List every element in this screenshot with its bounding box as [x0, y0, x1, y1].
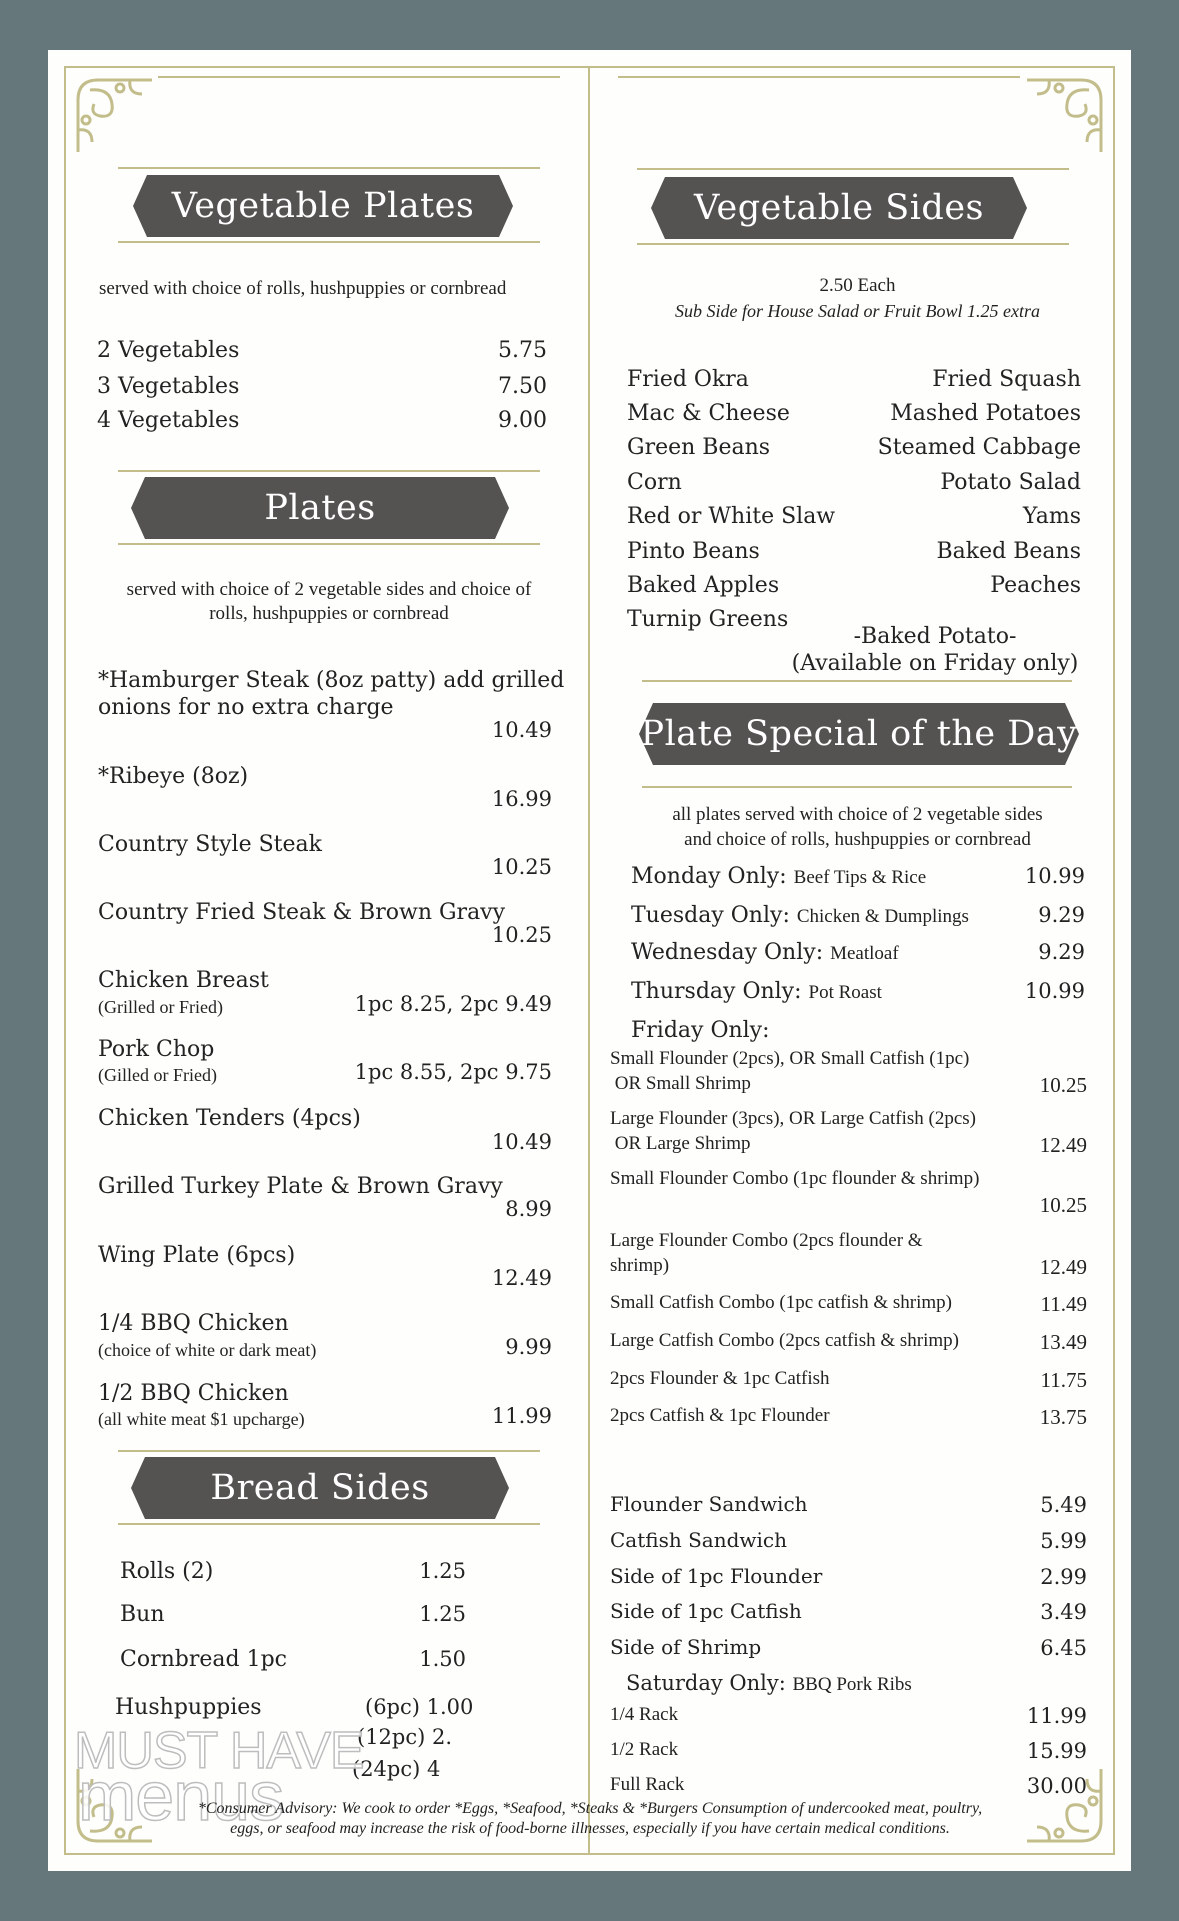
item-name: 2pcs Catfish & 1pc Flounder — [610, 1405, 830, 1426]
item-price: 12.49 — [1039, 1255, 1087, 1279]
item-name: Flounder Sandwich — [610, 1492, 808, 1516]
banner-rule — [118, 470, 540, 472]
day-label: Monday Only: — [631, 864, 787, 889]
banner-rule — [118, 1523, 540, 1525]
item-name: Small Catfish Combo (1pc catfish & shrimp) — [610, 1292, 952, 1313]
watermark-text: menus — [78, 1757, 284, 1835]
item-price: (6pc) 1.00 — [365, 1695, 474, 1719]
day-label: Tuesday Only: — [631, 903, 790, 928]
day-dish: Beef Tips & Rice — [793, 867, 927, 888]
banner-rule — [642, 680, 1072, 682]
side-item: Pinto Beans — [627, 539, 760, 564]
item-price: 8.99 — [505, 1197, 552, 1221]
item-price: 7.50 — [498, 374, 547, 399]
side-item: Corn — [627, 470, 682, 495]
side-item: Baked Beans — [936, 539, 1081, 564]
item-price: 1.50 — [419, 1647, 466, 1671]
item-price: 10.25 — [491, 923, 552, 947]
item-price: 9.99 — [505, 1335, 552, 1359]
item-name: Pork Chop — [98, 1037, 215, 1062]
item-price: 11.99 — [1026, 1704, 1087, 1728]
item-price: 3.49 — [1040, 1600, 1087, 1624]
day-dish: BBQ Pork Ribs — [792, 1674, 912, 1695]
item-name: Hushpuppies — [115, 1695, 262, 1720]
corner-ornament-icon — [70, 70, 160, 160]
item-price: (24pc) 4 — [352, 1757, 441, 1781]
section-note: rolls, hushpuppies or cornbread — [209, 603, 449, 624]
banner-rule — [118, 1450, 540, 1452]
item-price: 5.49 — [1040, 1493, 1087, 1517]
item-price: 12.49 — [1039, 1133, 1087, 1157]
plate-special-banner — [639, 703, 1079, 765]
item-name: onions for no extra charge — [98, 695, 394, 720]
item-name: Full Rack — [610, 1774, 685, 1795]
top-rule-left — [158, 76, 560, 78]
item-price: 9.00 — [498, 408, 547, 433]
item-price: 9.29 — [1038, 940, 1085, 964]
item-name: shrimp) — [610, 1255, 670, 1276]
special-day — [631, 903, 969, 928]
item-name: Large Flounder Combo (2pcs flounder & — [610, 1230, 923, 1251]
item-name: Wing Plate (6pcs) — [98, 1243, 296, 1268]
section-note: served with choice of rolls, hushpuppies or cornbread — [99, 278, 507, 299]
item-price: 10.25 — [1039, 1193, 1087, 1217]
item-name: Large Catfish Combo (2pcs catfish & shrimp) — [610, 1330, 959, 1351]
special-day — [631, 979, 882, 1004]
item-subtext: (all white meat $1 upcharge) — [98, 1409, 305, 1429]
section-title: Plate Special of the Day — [640, 714, 1078, 754]
banner-rule — [118, 241, 540, 243]
plates-banner — [131, 477, 509, 539]
item-name: OR Large Shrimp — [610, 1133, 751, 1154]
item-name: 4 Vegetables — [97, 408, 240, 433]
item-price: 5.75 — [498, 338, 547, 363]
item-name: Country Style Steak — [98, 832, 322, 857]
section-title: Vegetable Sides — [693, 188, 984, 228]
day-dish: Meatloaf — [830, 943, 899, 964]
side-item: Fried Okra — [627, 367, 749, 392]
vegetable-plates-banner — [133, 175, 513, 237]
bread-sides-banner — [131, 1457, 509, 1519]
item-price: 10.25 — [491, 855, 552, 879]
day-label: Thursday Only: — [631, 979, 802, 1004]
item-subtext: (choice of white or dark meat) — [98, 1340, 317, 1360]
item-price: 11.49 — [1040, 1292, 1087, 1316]
item-price: 2.99 — [1040, 1565, 1087, 1589]
item-name: Large Flounder (3pcs), OR Large Catfish (2pcs) — [610, 1108, 977, 1129]
section-note: 2.50 Each — [819, 275, 896, 296]
corner-ornament-icon — [1019, 70, 1109, 160]
section-title: Plates — [264, 488, 376, 528]
side-item: Yams — [1022, 504, 1081, 529]
item-price: 9.29 — [1038, 903, 1085, 927]
side-item: Green Beans — [627, 435, 771, 460]
section-note: served with choice of 2 vegetable sides and choice of — [126, 579, 532, 600]
day-dish: Pot Roast — [808, 982, 882, 1003]
item-price: 10.49 — [491, 1130, 552, 1154]
item-name: 1/2 Rack — [610, 1739, 679, 1760]
side-item: Red or White Slaw — [627, 504, 836, 529]
item-name: Side of Shrimp — [610, 1635, 762, 1659]
top-rule-right — [618, 76, 1020, 78]
item-price: 5.99 — [1040, 1529, 1087, 1553]
item-name: Grilled Turkey Plate & Brown Gravy — [98, 1174, 503, 1199]
item-name: Side of 1pc Flounder — [610, 1564, 823, 1588]
item-name: *Hamburger Steak (8oz patty) add grilled — [98, 668, 565, 693]
item-name: 1/2 BBQ Chicken — [98, 1381, 289, 1406]
item-price: 1pc 8.55, 2pc 9.75 — [354, 1060, 552, 1084]
banner-rule — [637, 168, 1069, 170]
item-price: 13.49 — [1039, 1330, 1087, 1354]
item-price: 15.99 — [1026, 1739, 1087, 1763]
side-item: Potato Salad — [940, 470, 1081, 495]
item-price: 10.99 — [1024, 979, 1085, 1003]
side-item: Mac & Cheese — [627, 401, 790, 426]
side-item: Mashed Potatoes — [890, 401, 1081, 426]
section-note: Sub Side for House Salad or Fruit Bowl 1.25 extra — [675, 301, 1040, 321]
item-name: Chicken Tenders (4pcs) — [98, 1106, 361, 1131]
item-name: Bun — [120, 1602, 165, 1627]
item-name: OR Small Shrimp — [610, 1073, 751, 1094]
item-name: Rolls (2) — [120, 1559, 214, 1584]
item-price: 1pc 8.25, 2pc 9.49 — [354, 992, 552, 1016]
day-label: Friday Only: — [631, 1018, 770, 1043]
item-price: 10.49 — [491, 718, 552, 742]
day-dish: Chicken & Dumplings — [796, 906, 969, 927]
item-name: 2 Vegetables — [97, 338, 240, 363]
day-label: Saturday Only: — [626, 1671, 786, 1695]
side-item: Turnip Greens — [627, 607, 789, 632]
item-price: 1.25 — [419, 1559, 466, 1583]
special-day — [631, 864, 926, 889]
item-price: 12.49 — [491, 1266, 552, 1290]
item-price: 1.25 — [419, 1602, 466, 1626]
item-subtext: (Gilled or Fried) — [98, 1065, 217, 1085]
day-label: Wednesday Only: — [631, 940, 824, 965]
banner-rule — [118, 543, 540, 545]
special-day — [631, 940, 899, 965]
vegetable-sides-banner — [651, 177, 1027, 239]
item-price: 10.25 — [1039, 1073, 1087, 1097]
item-name: Side of 1pc Catfish — [610, 1599, 802, 1623]
item-price: 30.00 — [1026, 1774, 1087, 1798]
column-divider — [588, 66, 590, 1855]
item-name: 1/4 Rack — [610, 1704, 679, 1725]
item-subtext: (Grilled or Fried) — [98, 997, 223, 1017]
side-item: Baked Apples — [627, 573, 780, 598]
item-name: Country Fried Steak & Brown Gravy — [98, 900, 506, 925]
item-price: 11.75 — [1040, 1368, 1087, 1392]
item-price: (12pc) 2. — [357, 1725, 453, 1749]
banner-rule — [637, 243, 1069, 245]
side-item: Peaches — [990, 573, 1081, 598]
item-name: Chicken Breast — [98, 968, 269, 993]
menu-page — [48, 50, 1131, 1871]
item-name: 3 Vegetables — [97, 374, 240, 399]
section-title: Vegetable Plates — [171, 186, 475, 226]
section-note: and choice of rolls, hushpuppies or cornbread — [684, 829, 1031, 850]
banner-rule — [642, 786, 1072, 788]
banner-rule — [118, 167, 540, 169]
item-price: 16.99 — [491, 787, 552, 811]
section-note: all plates served with choice of 2 vegetable sides — [672, 804, 1043, 825]
side-item: -Baked Potato- — [853, 624, 1017, 649]
item-name: Small Flounder Combo (1pc flounder & shrimp) — [610, 1168, 980, 1189]
item-name: Catfish Sandwich — [610, 1528, 788, 1552]
side-item-note: (Available on Friday only) — [791, 651, 1079, 676]
item-price: 13.75 — [1039, 1405, 1087, 1429]
side-item: Steamed Cabbage — [877, 435, 1081, 460]
watermark-text: MUST HAVE — [74, 1722, 364, 1780]
item-name: Cornbread 1pc — [120, 1647, 287, 1672]
item-name: 2pcs Flounder & 1pc Catfish — [610, 1368, 830, 1389]
special-day — [626, 1671, 912, 1696]
item-name: Small Flounder (2pcs), OR Small Catfish (1pc) — [610, 1048, 970, 1069]
item-price: 10.99 — [1024, 864, 1085, 888]
item-name: 1/4 BBQ Chicken — [98, 1311, 289, 1336]
side-item: Fried Squash — [932, 367, 1081, 392]
item-price: 11.99 — [491, 1404, 552, 1428]
item-price: 6.45 — [1040, 1636, 1087, 1660]
consumer-advisory: eggs, or seafood may increase the risk of food-borne illnesses, especially if you have certain medical conditions. — [230, 1820, 950, 1837]
item-name: *Ribeye (8oz) — [98, 764, 249, 789]
section-title: Bread Sides — [210, 1468, 430, 1508]
consumer-advisory: *Consumer Advisory: We cook to order *Eggs, *Seafood, *Steaks & *Burgers Consumption of undercooked meat, poultry, — [197, 1800, 983, 1817]
